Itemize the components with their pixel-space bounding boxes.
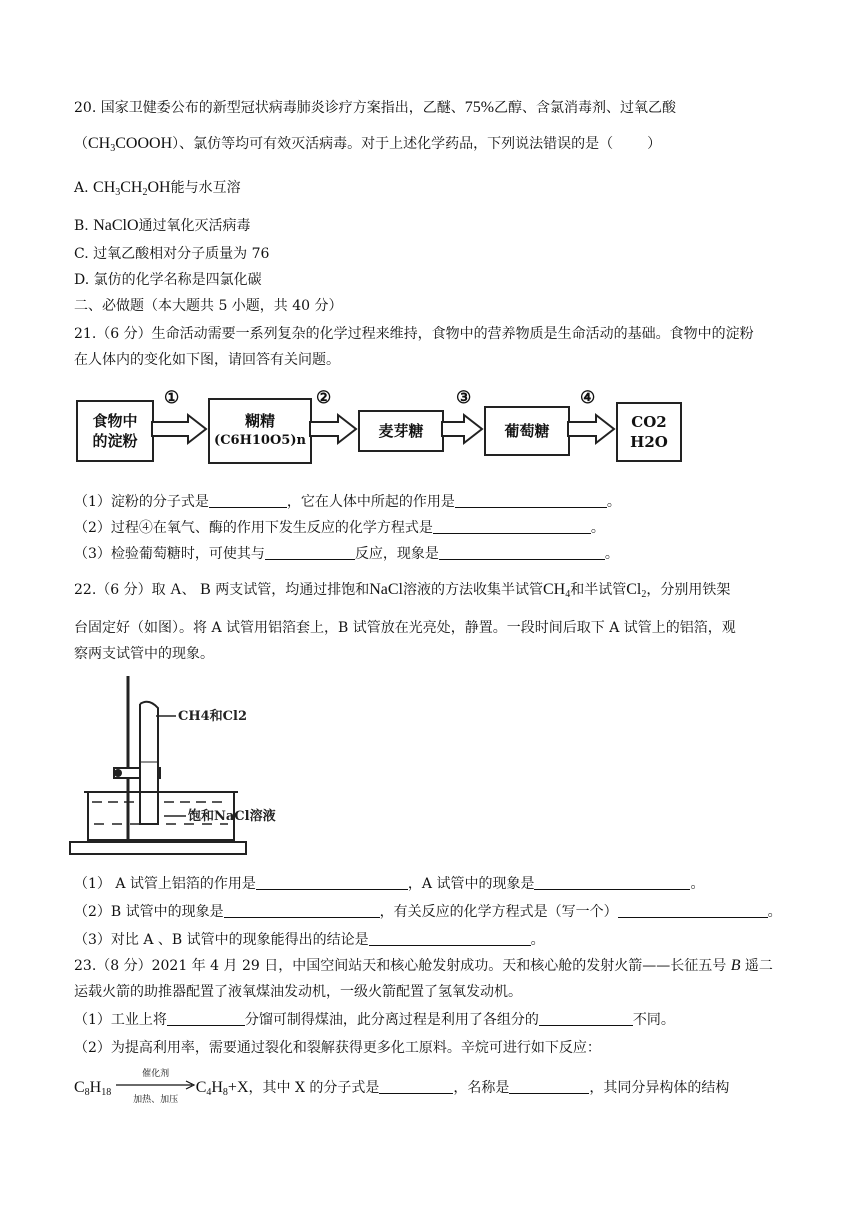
- answer-blank[interactable]: [618, 903, 768, 918]
- arrow-icon: [440, 412, 484, 446]
- reaction-arrow: 催化剂 加热、加压: [116, 1076, 196, 1092]
- q23-stem-line2: 运载火箭的助推器配置了液氧煤油发动机，一级火箭配置了氢氧发动机。: [74, 984, 522, 1000]
- answer-blank[interactable]: [369, 931, 531, 946]
- answer-blank[interactable]: [256, 875, 408, 890]
- step-4-label: ④: [580, 388, 596, 408]
- q21-sub1: （1）淀粉的分子式是 ，它在人体中所起的作用是 。: [74, 494, 621, 510]
- test-tube-apparatus-figure: [68, 674, 288, 860]
- q22-stem-line3: 察两支试管中的现象。: [74, 646, 214, 662]
- flow-box-starch: 食物中 的淀粉: [76, 400, 154, 462]
- q22-stem-line2: 台固定好（如图）。将 A 试管用铝箔套上，B 试管放在光亮处，静置。一段时间后取下 A 试管上的铝箔，观: [74, 620, 736, 636]
- q23-sub1: （1）工业上将 分馏可制得煤油，此分离过程是利用了各组分的 不同。: [74, 1012, 675, 1028]
- q23-reaction-equation: $C_8H_{18}$ 催化剂 加热、加压 $C_4H_8+X$，其中 X 的分子式是 ，名称是 ，其同分异构体的结构: [74, 1069, 730, 1105]
- q20-option-b: B. NaClO通过氧化灭活病毒: [74, 217, 251, 234]
- q22-stem-line1: 22.（6 分）取 A、 B 两支试管，均通过排饱和NaCl溶液的方法收集半试管$CH_4$和半试管$Cl_2$，分别用铁架: [74, 581, 731, 600]
- q20-option-c: C. 过氧乙酸相对分子质量为 76: [74, 246, 270, 262]
- flow-box-maltose: 麦芽糖: [358, 410, 444, 452]
- q21-sub3: （3）检验葡萄糖时，可使其与 反应，现象是 。: [74, 546, 619, 562]
- q21-stem-line2: 在人体内的变化如下图，请回答有关问题。: [74, 352, 340, 368]
- step-1-label: ①: [164, 388, 180, 408]
- answer-blank[interactable]: [167, 1011, 245, 1026]
- arrow-icon: [566, 412, 616, 446]
- label-saturated-nacl: 饱和NaCl溶液: [188, 809, 276, 824]
- flow-box-products: CO2 H2O: [616, 402, 682, 462]
- q22-sub3: （3）对比 A 、B 试管中的现象能得出的结论是 。: [74, 932, 545, 948]
- answer-blank[interactable]: [224, 903, 380, 918]
- answer-blank[interactable]: [509, 1079, 589, 1094]
- answer-blank[interactable]: [265, 545, 355, 560]
- flow-box-dextrin: 糊精 (C6H10O5)n: [208, 398, 312, 464]
- step-2-label: ②: [316, 388, 332, 408]
- q22-sub1: （1） A 试管上铝箔的作用是 ，A 试管中的现象是 。: [74, 876, 705, 892]
- answer-blank[interactable]: [534, 875, 690, 890]
- label-gas-mixture: CH4和Cl2: [178, 709, 248, 724]
- arrow-icon: [150, 412, 208, 446]
- q23-stem-line1: 23.（8 分）2021 年 4 月 29 日，中国空间站天和核心舱发射成功。天和核心舱的发射火箭——长征五号 B 遥二: [74, 957, 773, 974]
- q22-sub2: （2）B 试管中的现象是 ，有关反应的化学方程式是（写一个） 。: [74, 904, 782, 920]
- flow-box-glucose: 葡萄糖: [484, 406, 570, 456]
- q21-stem-line1: 21.（6 分）生命活动需要一系列复杂的化学过程来维持，食物中的营养物质是生命活动的基础。食物中的淀粉: [74, 326, 754, 342]
- section-heading: 二、必做题（本大题共 5 小题，共 40 分）: [74, 298, 343, 314]
- q20-stem-line2: $(CH_3COOOH)$、氯仿等均可有效灭活病毒。对于上述化学药品，下列说法错误的是（ ）: [74, 135, 662, 154]
- answer-blank[interactable]: [433, 519, 591, 534]
- answer-blank[interactable]: [455, 493, 607, 508]
- q20-option-d: D. 氯仿的化学名称是四氯化碳: [74, 272, 262, 288]
- q20-stem-line1: 20. 国家卫健委公布的新型冠状病毒肺炎诊疗方案指出，乙醚、75%乙醇、含氯消毒剂、过氧乙酸: [74, 99, 677, 116]
- q21-sub2: （2）过程④在氧气、酶的作用下发生反应的化学方程式是 。: [74, 520, 605, 536]
- answer-blank[interactable]: [379, 1079, 453, 1094]
- starch-digestion-diagram: [76, 388, 696, 472]
- step-3-label: ③: [456, 388, 472, 408]
- answer-blank[interactable]: [209, 493, 287, 508]
- answer-blank[interactable]: [539, 1011, 633, 1026]
- q20-option-a: A. $CH_3CH_2OH$能与水互溶: [74, 179, 241, 198]
- arrow-icon: [308, 412, 358, 446]
- q23-sub2: （2）为提高利用率，需要通过裂化和裂解获得更多化工原料。辛烷可进行如下反应：: [74, 1040, 601, 1056]
- answer-blank[interactable]: [439, 545, 605, 560]
